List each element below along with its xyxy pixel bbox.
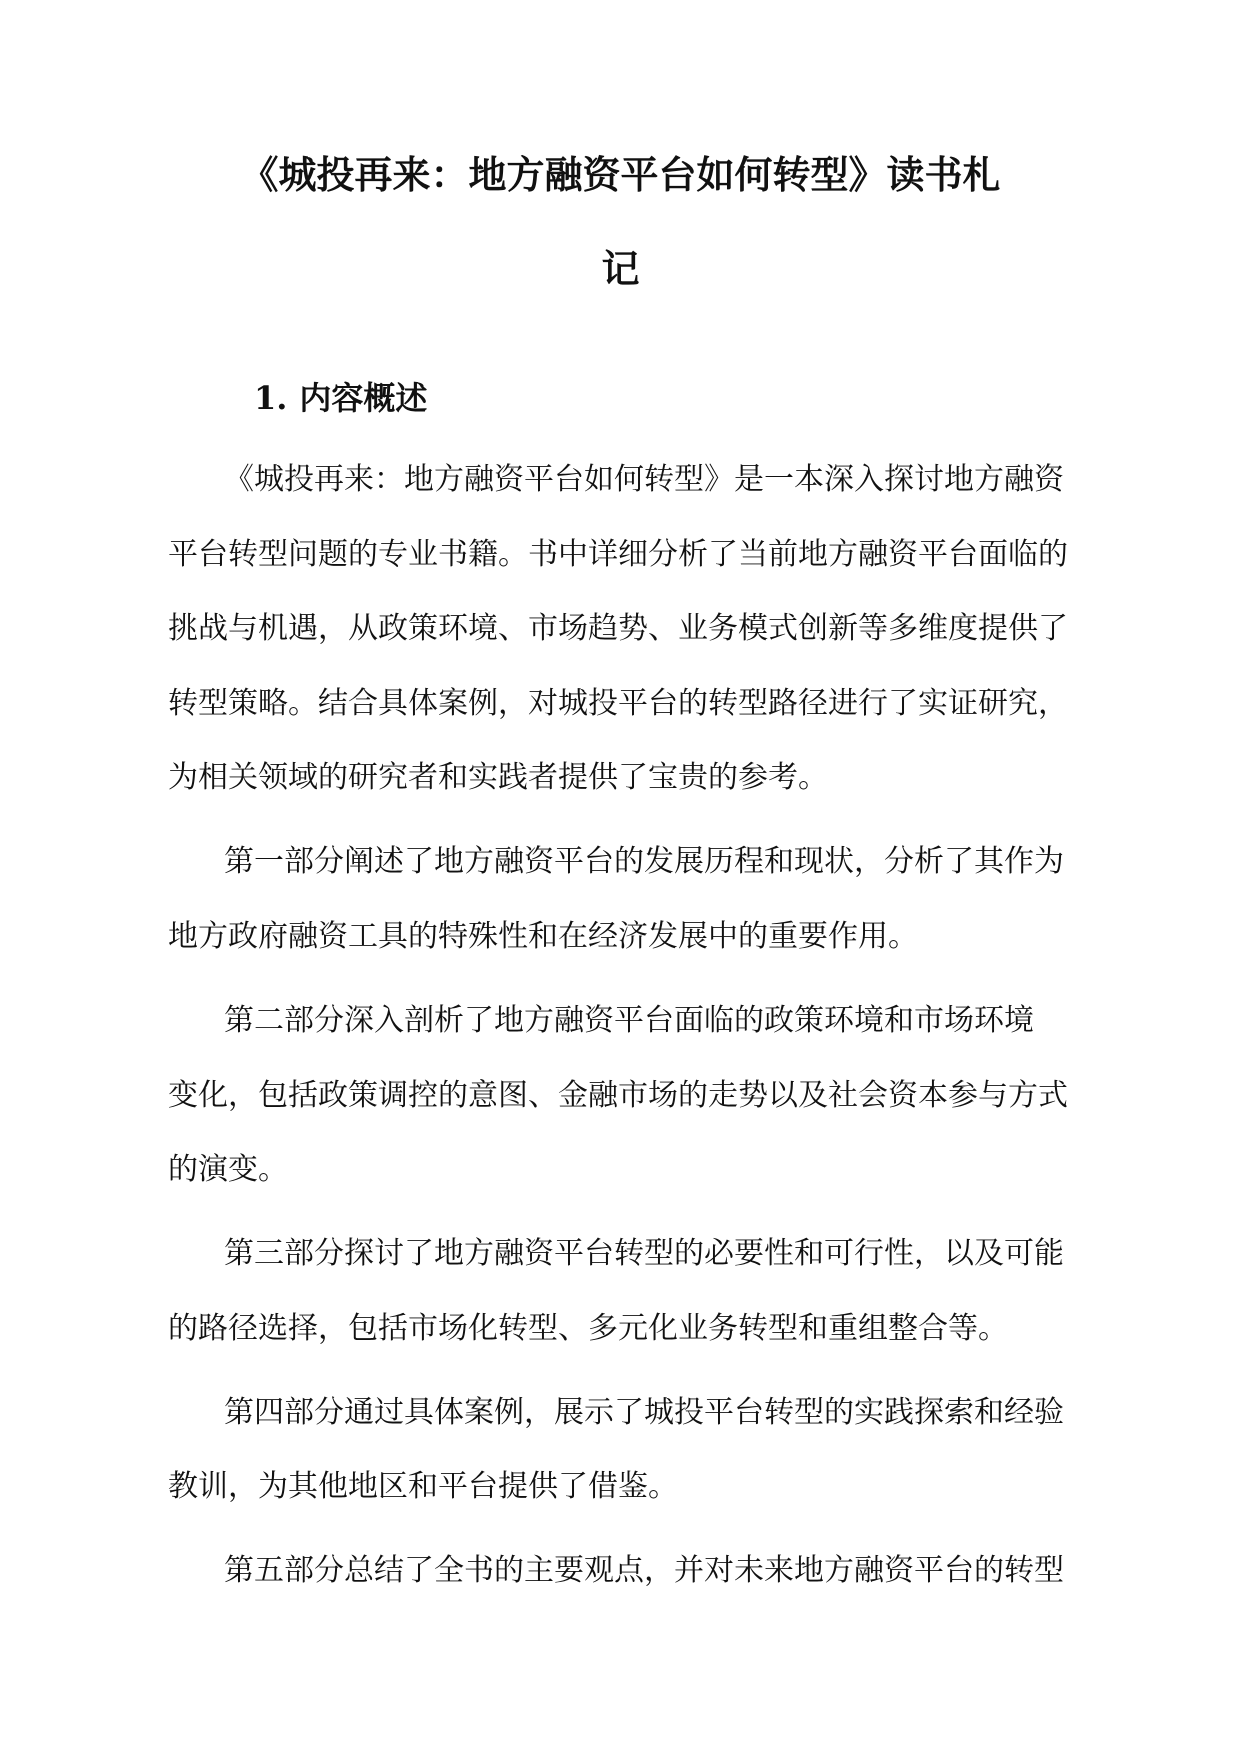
body-line: 第四部分通过具体案例，展示了城投平台转型的实践探索和经验 bbox=[224, 1395, 1064, 1430]
body-line: 教训，为其他地区和平台提供了借鉴。 bbox=[168, 1469, 678, 1504]
body-line: 第一部分阐述了地方融资平台的发展历程和现状，分析了其作为 bbox=[224, 844, 1064, 879]
body-line: 第五部分总结了全书的主要观点，并对未来地方融资平台的转型 bbox=[224, 1553, 1064, 1588]
body-line: 的演变。 bbox=[168, 1152, 288, 1187]
body-line: 变化，包括政策调控的意图、金融市场的走势以及社会资本参与方式 bbox=[168, 1078, 1068, 1113]
document-title-line-2: 记 bbox=[601, 246, 640, 291]
body-line: 第三部分探讨了地方融资平台转型的必要性和可行性，以及可能 bbox=[224, 1236, 1064, 1271]
section-number: 1. bbox=[254, 379, 288, 417]
section-heading bbox=[254, 379, 428, 417]
body-line: 第二部分深入剖析了地方融资平台面临的政策环境和市场环境 bbox=[224, 1003, 1034, 1038]
body-line: 挑战与机遇，从政策环境、市场趋势、业务模式创新等多维度提供了 bbox=[168, 611, 1068, 646]
document-title-line-1: 《城投再来：地方融资平台如何转型》读书札 bbox=[240, 152, 1001, 197]
body-line: 的路径选择，包括市场化转型、多元化业务转型和重组整合等。 bbox=[168, 1311, 1008, 1346]
body-line: 地方政府融资工具的特殊性和在经济发展中的重要作用。 bbox=[168, 919, 918, 954]
body-line: 平台转型问题的专业书籍。书中详细分析了当前地方融资平台面临的 bbox=[168, 537, 1068, 572]
section-title: 内容概述 bbox=[299, 379, 428, 417]
body-line: 为相关领域的研究者和实践者提供了宝贵的参考。 bbox=[168, 760, 828, 795]
body-line: 《城投再来：地方融资平台如何转型》是一本深入探讨地方融资 bbox=[224, 462, 1064, 497]
body-line: 转型策略。结合具体案例，对城投平台的转型路径进行了实证研究， bbox=[168, 686, 1068, 721]
